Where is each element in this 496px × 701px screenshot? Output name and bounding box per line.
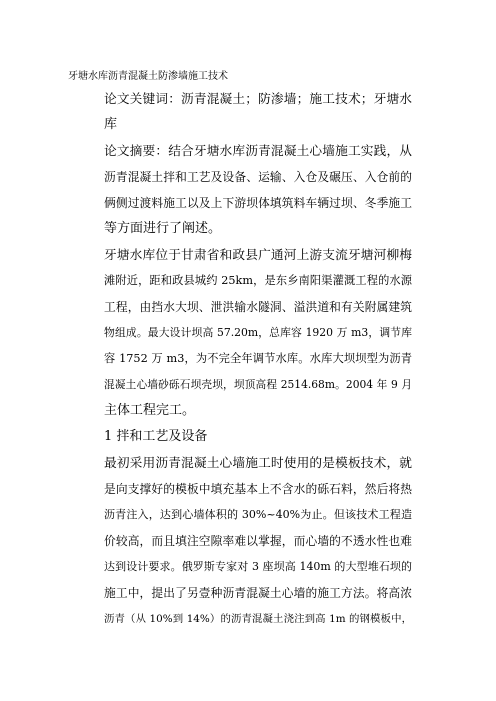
document-header: 牙塘水库沥青混凝土防渗墙施工技术 bbox=[68, 71, 228, 82]
keywords-line: 库 bbox=[104, 117, 118, 132]
section1-line: 价较高，而且填注空隙率难以掌握，而心墙的不透水性也难 bbox=[104, 534, 412, 548]
intro-line: 工程，由挡水大坝、泄洪输水隧洞、溢洪道和有关附属建筑 bbox=[104, 300, 412, 314]
section-heading: 1 拌和工艺及设备 bbox=[104, 429, 208, 444]
abstract-line: 沥青混凝土拌和工艺及设备、运输、入仓及碾压、入仓前的 bbox=[104, 170, 412, 184]
section1-line: 沥青（从 10%到 14%）的沥青混凝土浇注到高 1m 的钢模板中， bbox=[104, 613, 412, 625]
abstract-line: 俩侧过渡料施工以及上下游坝体填筑料车辆过坝、冬季施工 bbox=[104, 196, 412, 210]
abstract-line: 论文摘要：结合牙塘水库沥青混凝土心墙施工实践，从 bbox=[104, 143, 412, 158]
section1-line: 施工中，提出了另壹种沥青混凝土心墙的施工方法。将高浓 bbox=[104, 586, 412, 600]
intro-line: 主体工程完工。 bbox=[104, 403, 196, 418]
intro-line: 牙塘水库位于甘肃省和政县广通河上游支流牙塘河柳梅 bbox=[104, 247, 412, 262]
section1-line: 最初采用沥青混凝土心墙施工时使用的是模板技术，就 bbox=[104, 455, 412, 470]
section1-line: 是向支撑好的模板中填充基本上不含水的砾石料，然后将热 bbox=[104, 482, 412, 496]
intro-line: 容 1752 万 m3，为不完全年调节水库。水库大坝坝型为沥青 bbox=[104, 352, 412, 365]
document-body bbox=[104, 86, 412, 632]
intro-line: 混凝土心墙砂砾石坝壳坝，坝顶高程 2514.68m。2004 年 9 月 bbox=[104, 378, 412, 391]
intro-line: 滩附近，距和政县城约 25km，是东乡南阳渠灌溉工程的水源 bbox=[104, 274, 412, 287]
keywords-line: 论文关键词：沥青混凝土；防渗墙；施工技术；牙塘水 bbox=[104, 91, 412, 106]
intro-line: 物组成。最大设计坝高 57.20m，总库容 1920 万 m3，调节库 bbox=[104, 326, 412, 339]
section1-line: 沥青注入，达到心墙体积的 30%~40%为止。但该技术工程造 bbox=[104, 508, 412, 521]
abstract-line: 等方面进行了阐述。 bbox=[104, 221, 222, 236]
section1-line: 达到设计要求。俄罗斯专家对 3 座坝高 140m 的大型堆石坝的 bbox=[104, 560, 412, 573]
